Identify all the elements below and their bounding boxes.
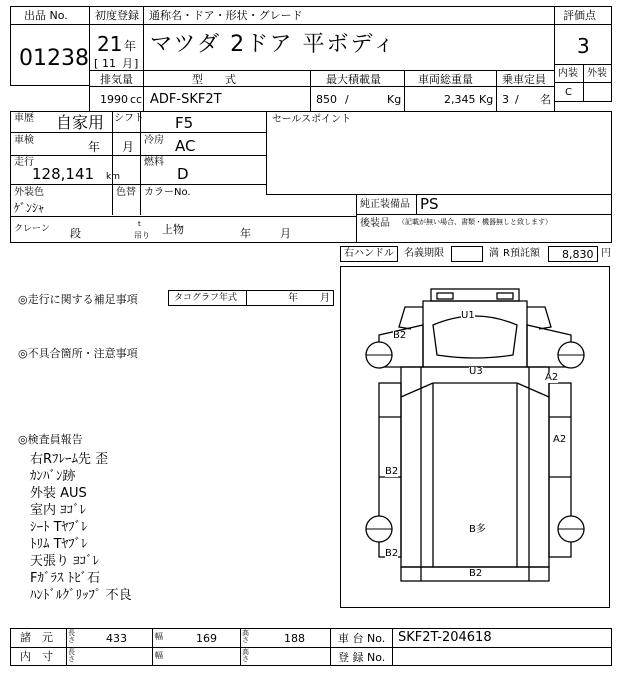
shift-label: シフト bbox=[114, 113, 144, 124]
report-item: 右Rﾌﾚｰﾑ先 歪 bbox=[30, 452, 109, 467]
damage-mark: B2 bbox=[385, 466, 399, 477]
ac-value: AC bbox=[175, 137, 196, 155]
tacho-year: 年 bbox=[288, 293, 298, 304]
chassis-value: SKF2T-204618 bbox=[398, 630, 492, 645]
report-list bbox=[30, 448, 132, 601]
load-value: 850 bbox=[316, 93, 337, 106]
reg-month-unit: 月 bbox=[122, 57, 133, 70]
tacho-month: 月 bbox=[320, 293, 330, 304]
truck-outline bbox=[341, 267, 609, 607]
model-label: 型 式 bbox=[192, 73, 236, 86]
interior-dims-label: 内 寸 bbox=[20, 650, 53, 663]
ext-color-value: ｹﾞﾝｼｬ bbox=[14, 201, 45, 215]
reg-month: 11 bbox=[102, 57, 116, 70]
grade-label: 評価点 bbox=[563, 9, 596, 22]
length-value: 433 bbox=[106, 632, 127, 645]
aftermarket-note: （記載が無い場合、書類・機器無しと致します） bbox=[398, 218, 552, 226]
lot-number: 01238 bbox=[19, 46, 89, 71]
fuel-label: 燃料 bbox=[144, 157, 164, 168]
model-value: ADF-SKF2T bbox=[150, 92, 222, 107]
ac-label: 冷房 bbox=[144, 135, 164, 146]
width-label: 幅 bbox=[155, 632, 163, 641]
fuel-value: D bbox=[177, 165, 189, 183]
sales-point-label: セールスポイント bbox=[272, 114, 352, 125]
equip-label: 純正装備品 bbox=[360, 199, 410, 210]
gvw-label: 車両総重量 bbox=[418, 73, 473, 86]
gvw-unit: Kg bbox=[479, 93, 494, 106]
color-code-label: カラーNo. bbox=[144, 187, 191, 198]
transfer-label: 名義期限 bbox=[404, 248, 444, 259]
crane-stage: 段 bbox=[70, 227, 81, 240]
lift-year: 年 bbox=[240, 227, 251, 240]
disp-value: 1990 bbox=[100, 93, 128, 106]
inspect-year: 年 bbox=[88, 140, 101, 154]
lot-label: 出品 No. bbox=[24, 9, 68, 22]
reg-year-unit: 年 bbox=[124, 39, 137, 53]
report-item: Fｶﾞﾗｽ ﾄﾋﾞ石 bbox=[30, 571, 101, 586]
report-item: 外装 AUS bbox=[30, 486, 87, 501]
lift-month: 月 bbox=[280, 227, 291, 240]
damage-mark: A2 bbox=[553, 434, 567, 445]
mileage-label: 走行 bbox=[14, 157, 34, 168]
load-unit: Kg bbox=[387, 93, 402, 106]
drive-value: 右ハンドル bbox=[344, 248, 394, 259]
regno-label: 登 録 No. bbox=[338, 651, 386, 664]
tacho-label: タコグラフ年式 bbox=[174, 293, 238, 303]
height-label: 高さ bbox=[242, 629, 249, 644]
interior-label: 内装 bbox=[558, 68, 578, 79]
report-item: ﾄﾘﾑ Tﾔﾌﾞﾚ bbox=[30, 537, 88, 552]
crane-label: クレーン bbox=[14, 224, 50, 234]
recycle-label: R預託額 bbox=[503, 248, 540, 259]
damage-mark: B2 bbox=[469, 568, 483, 579]
aftermarket-label: 後装品 bbox=[360, 218, 390, 229]
disp-unit: cc bbox=[130, 93, 143, 106]
lift-label: 上物 bbox=[162, 223, 184, 236]
height-value: 188 bbox=[284, 632, 305, 645]
damage-mark: B2 bbox=[385, 548, 399, 559]
dims-label: 諸 元 bbox=[20, 631, 53, 644]
reg-label: 初度登録 bbox=[95, 9, 139, 22]
chassis-label: 車 台 No. bbox=[338, 632, 386, 645]
width-value: 169 bbox=[196, 632, 217, 645]
load-sep: / bbox=[345, 93, 349, 106]
history-label: 車歴 bbox=[14, 113, 34, 124]
color-change-label: 色替 bbox=[116, 187, 136, 198]
cap-unit: 名 bbox=[540, 93, 551, 106]
load-label: 最大積載量 bbox=[326, 73, 381, 86]
change-label: 満 bbox=[489, 248, 499, 259]
gvw-value: 2,345 bbox=[444, 93, 476, 106]
transfer-box bbox=[451, 246, 483, 262]
mileage-unit: km bbox=[106, 172, 120, 182]
recycle-value: 8,830 bbox=[562, 248, 594, 261]
report-item: 天張り ﾖｺﾞﾚ bbox=[30, 554, 100, 569]
crane-ton-bottom: 吊り bbox=[134, 231, 150, 240]
damage-mark: B2 bbox=[393, 330, 407, 341]
equip-value: PS bbox=[420, 195, 439, 213]
crane-ton-top: t bbox=[138, 220, 141, 228]
title-label: 通称名・ドア・形状・グレード bbox=[149, 9, 303, 22]
history-value: 自家用 bbox=[56, 113, 105, 132]
height-label: 高さ bbox=[242, 648, 249, 663]
ext-color-label: 外装色 bbox=[14, 187, 44, 198]
damage-mark: A2 bbox=[545, 372, 559, 383]
recycle-unit: 円 bbox=[601, 248, 611, 259]
cap-sep: / bbox=[515, 93, 519, 106]
reg-year: 21 bbox=[97, 32, 123, 56]
mileage-value: 128,141 bbox=[32, 165, 95, 183]
report-label: ◎検査員報告 bbox=[18, 433, 83, 446]
damage-mark: U1 bbox=[461, 310, 475, 321]
damage-mark: B多 bbox=[469, 524, 486, 535]
shift-value: F5 bbox=[175, 114, 194, 132]
damage-mark: U3 bbox=[469, 366, 483, 377]
report-item: 室内 ﾖｺﾞﾚ bbox=[30, 503, 87, 518]
length-label: 長さ bbox=[68, 629, 75, 644]
run-note-label: ◎走行に関する補足事項 bbox=[18, 293, 138, 306]
inspect-month: 月 bbox=[122, 140, 135, 154]
length-label: 長さ bbox=[68, 648, 75, 663]
interior-grade: C bbox=[565, 87, 572, 98]
defect-label: ◎不具合箇所・注意事項 bbox=[18, 347, 138, 360]
inspect-label: 車検 bbox=[14, 135, 34, 146]
truck-diagram bbox=[340, 266, 610, 608]
cap-label: 乗車定員 bbox=[502, 73, 546, 86]
disp-label: 排気量 bbox=[100, 73, 133, 86]
car-title: マツダ 2ドア 平ボディ bbox=[150, 32, 397, 57]
cap-value: 3 bbox=[502, 93, 509, 106]
report-item: ｼｰﾄ Tﾔﾌﾞﾚ bbox=[30, 520, 88, 535]
report-item: ﾊﾝﾄﾞﾙｸﾞﾘｯﾌﾟ 不良 bbox=[30, 588, 132, 603]
width-label: 幅 bbox=[155, 651, 163, 660]
grade-value: 3 bbox=[577, 34, 590, 58]
exterior-label: 外装 bbox=[587, 68, 607, 79]
report-item: ｶﾝﾊﾞﾝ跡 bbox=[30, 469, 76, 484]
